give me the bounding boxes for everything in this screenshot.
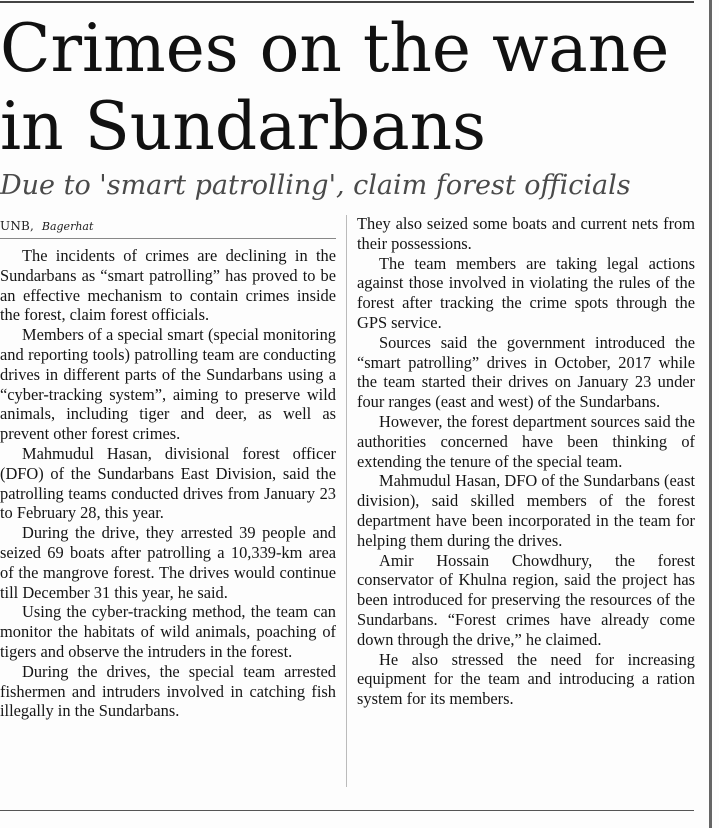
paragraph: The team members are taking legal actions against those involved in violating the rules of the forest after tracking the crime spots through the GPS service. (357, 253, 695, 332)
article-column-left (0, 246, 336, 721)
byline-rule (0, 238, 336, 239)
headline (0, 10, 700, 166)
article-column-right (357, 214, 695, 709)
paragraph: Using the cyber-tracking method, the team can monitor the habitats of wild animals, poaching of tigers and observe the intruders in the forest. (0, 602, 336, 661)
paragraph: Mahmudul Hasan, DFO of the Sundarbans (east division), said skilled members of the forest department have been incorporated in the team for helping them during the drives. (357, 471, 695, 550)
paragraph: They also seized some boats and current nets from their possessions. (357, 214, 695, 253)
page-edge-rule (709, 0, 712, 828)
paragraph: During the drives, the special team arrested fishermen and intruders involved in catching fish illegally in the Sundarbans. (0, 661, 336, 721)
headline-line-2: in Sundarbans (0, 88, 486, 165)
top-rule (0, 1, 694, 3)
paragraph: Mahmudul Hasan, divisional forest officer (DFO) of the Sundarbans East Division, said the patrolling teams conducted drives from January 23 to February 28, this year. (0, 443, 336, 523)
subheadline: Due to 'smart patrolling', claim forest officials (0, 170, 631, 201)
paragraph: He also stressed the need for increasing equipment for the team and introducing a ration system for its members. (357, 649, 695, 709)
byline (0, 218, 93, 235)
paragraph: Amir Hossain Chowdhury, the forest conservator of Khulna region, said the project has been introduced for preserving the resources of the Sundarbans. “Forest crimes have already come down through the drive,” he claimed. (357, 550, 695, 649)
paragraph: Sources said the government introduced the “smart patrolling” drives in October, 2017 while the team started their drives on January 23 under four ranges (east and west) of the Sundarbans. (357, 332, 695, 412)
headline-line-1: Crimes on the wane (0, 10, 670, 87)
bottom-rule (0, 810, 694, 811)
byline-place: Bagerhat (41, 220, 94, 233)
column-divider (346, 215, 347, 787)
paragraph: The incidents of crimes are declining in the Sundarbans as “smart patrolling” has proved to be an effective mechanism to contain crimes inside the forest, claim forest officials. (0, 246, 336, 325)
paragraph: Members of a special smart (special monitoring and reporting tools) patrolling team are conducting drives in different parts of the Sundarbans using a “cyber-tracking system”, aiming to preserve wild animals, including tiger and deer, as well as prevent other forest crimes. (0, 325, 336, 444)
byline-agency: UNB, (0, 219, 35, 233)
paragraph: During the drive, they arrested 39 people and seized 69 boats after patrolling a 10,339-km area of the mangrove forest. The drives would continue till December 31 this year, he said. (0, 523, 336, 602)
paragraph: However, the forest department sources said the authorities concerned have been thinking of extending the tenure of the special team. (357, 411, 695, 471)
